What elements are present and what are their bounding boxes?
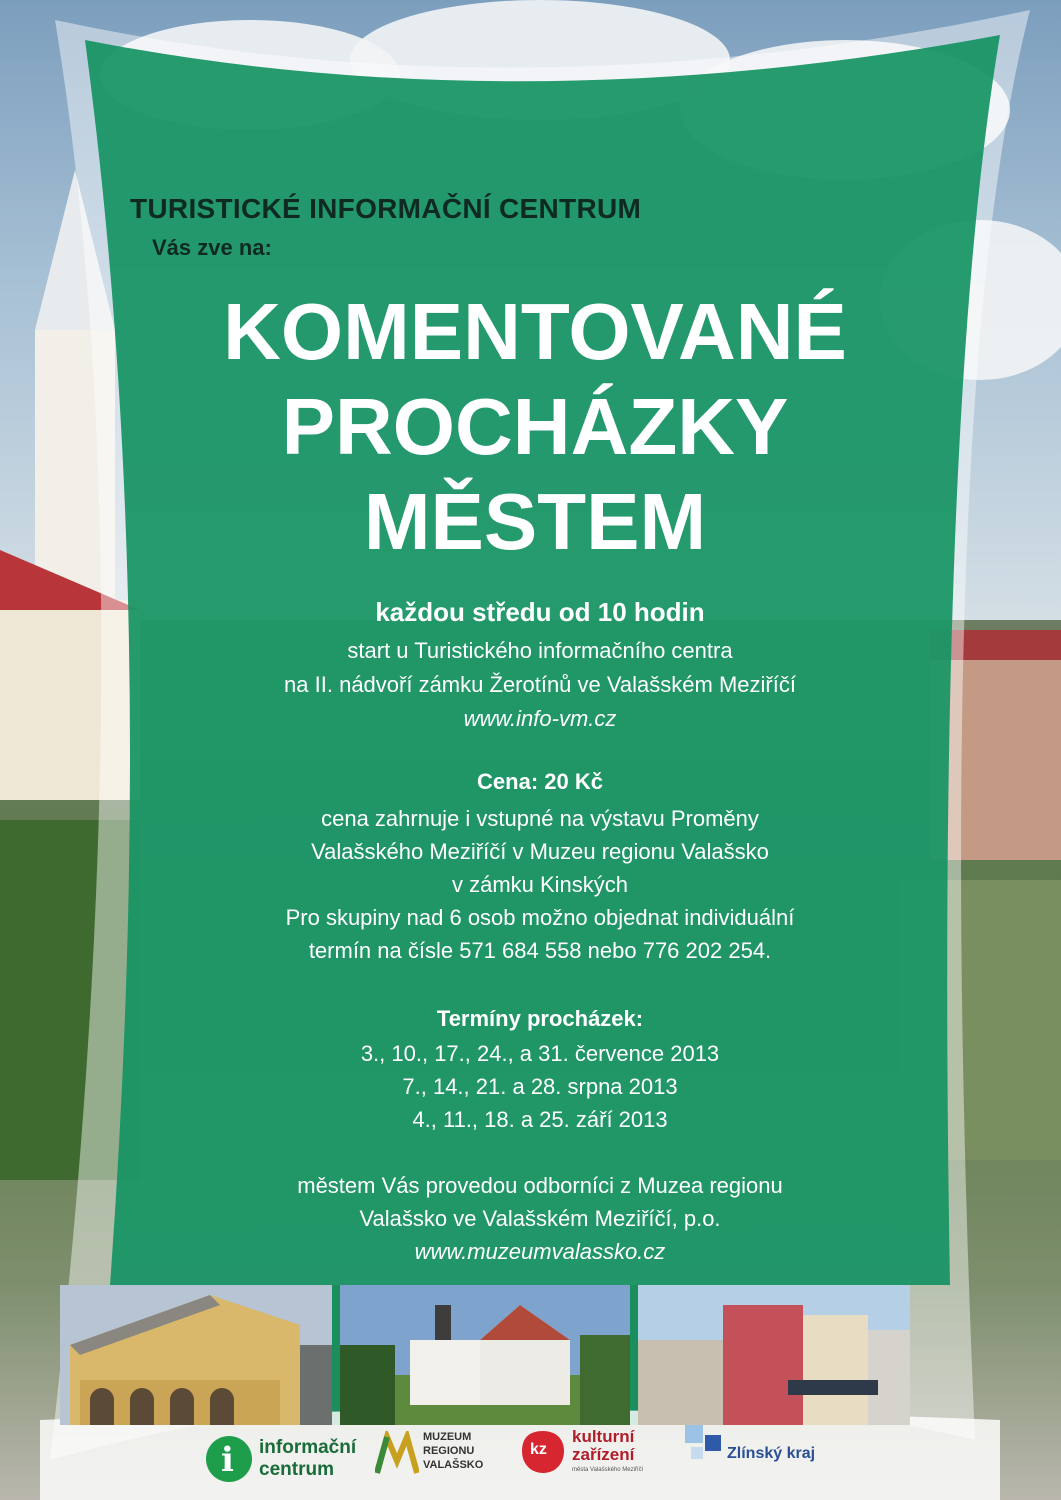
schedule-start-line-1: start u Turistického informačního centra [347,638,733,663]
dates-august: 7., 14., 21. a 28. srpna 2013 [402,1074,678,1099]
photo-strip [60,1285,910,1425]
photo-square-houses [638,1285,910,1425]
museum-line-3: VALAŠSKO [423,1459,484,1471]
logo-zlin-region [685,1425,835,1490]
partner-logos [195,1425,955,1490]
photo-yellow-building [60,1285,332,1425]
price-note-line-1: cena zahrnuje i vstupné na výstavu Proměny [321,806,759,831]
info-centre-line-1: informační [259,1437,357,1458]
headline-line-1: KOMENTOVANÉ [223,287,847,376]
info-centre-line-2: centrum [259,1459,334,1480]
museum-m-icon [375,1431,419,1477]
price-note-line-2: Valašského Meziříčí v Muzeu regionu Valašsko [311,839,769,864]
logo-cultural-facilities [520,1425,670,1490]
zlin-label: Zlínský kraj [727,1445,816,1462]
schedule-start-line-2: na II. nádvoří zámku Žerotínů ve Valašském Meziříčí [284,672,796,697]
museum-website-link[interactable]: www.muzeumvalassko.cz [414,1239,666,1264]
group-note-line-2: termín na čísle 571 684 558 nebo 776 202 254. [308,938,772,963]
logo-information-centre [195,1425,365,1490]
kz-icon-letters: kz [530,1441,547,1458]
kultura-subtitle: města Valašského Meziříčí [572,1467,644,1473]
info-icon-letter: i [221,1440,234,1480]
price-note-line-3: v zámku Kinských [451,872,629,897]
photo-chateau-image [340,1285,630,1425]
photo-square-houses-image [638,1285,910,1425]
info-website-link[interactable]: www.info-vm.cz [463,706,617,731]
guides-line-1: městem Vás provedou odborníci z Muzea regionu [297,1173,783,1198]
group-note-line-1: Pro skupiny nad 6 osob možno objednat individuální [285,905,795,930]
logo-museum [375,1425,505,1490]
photo-yellow-building-image [60,1285,332,1425]
guides-line-2: Valašsko ve Valašském Meziříčí, p.o. [359,1206,721,1231]
kultura-line-1: kulturní [572,1427,635,1446]
museum-line-1: MUZEUM [423,1431,472,1443]
photo-chateau [340,1285,630,1425]
headline-line-3: MĚSTEM [363,477,707,566]
kultura-line-2: zařízení [572,1445,635,1464]
zlin-squares-icon [685,1425,725,1465]
headline-line-2: PROCHÁZKY [281,382,789,471]
dates-heading: Termíny procházek: [436,1006,644,1031]
schedule-when: každou středu od 10 hodin [375,597,705,627]
price-label: Cena: 20 Kč [477,769,603,794]
dates-september: 4., 11., 18. a 25. září 2013 [412,1107,668,1132]
dates-july: 3., 10., 17., 24., a 31. července 2013 [360,1041,720,1066]
invite-text: Vás zve na: [152,235,272,260]
organization-title: TURISTICKÉ INFORMAČNÍ CENTRUM [130,193,642,224]
museum-line-2: REGIONU [423,1445,475,1457]
